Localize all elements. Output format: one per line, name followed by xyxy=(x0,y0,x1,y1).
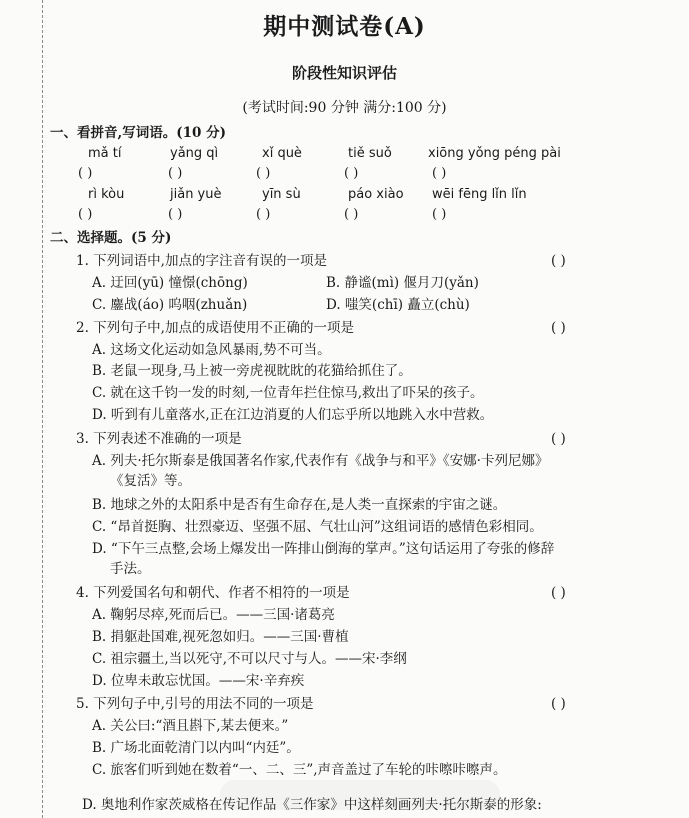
option-a: A. 迂回(yū) 憧憬(chōng) xyxy=(92,275,248,291)
answer-blank[interactable]: ( ) xyxy=(344,166,359,181)
answer-blank[interactable]: ( ) xyxy=(432,207,447,222)
pinyin-item: xiōng yǒng péng pài xyxy=(428,146,561,161)
option-c: C. 鏖战(áo) 呜咽(zhuǎn) xyxy=(92,297,248,313)
option-a: A. 列夫·托尔斯泰是俄国著名作家,代表作有《战争与和平》《安娜·卡列尼娜》 xyxy=(92,453,549,469)
answer-paren[interactable]: ( ) xyxy=(551,585,566,601)
answer-paren[interactable]: ( ) xyxy=(551,320,566,336)
pinyin-item: yīn sù xyxy=(262,187,301,202)
question-stem: 4. 下列爱国名句和朝代、作者不相符的一项是 xyxy=(76,585,350,601)
answer-paren[interactable]: ( ) xyxy=(551,696,566,712)
option-c: C. 就在这千钧一发的时刻,一位青年拦住惊马,救出了吓呆的孩子。 xyxy=(92,385,484,401)
answer-paren[interactable]: ( ) xyxy=(551,431,566,447)
option-b: B. 捐躯赴国难,视死忽如归。——三国·曹植 xyxy=(92,629,349,645)
option-d: D. 位卑未敢忘忧国。——宋·辛弃疾 xyxy=(92,673,305,689)
option-b: B. 静谧(mì) 偃月刀(yǎn) xyxy=(326,275,479,291)
answer-blank[interactable]: ( ) xyxy=(344,207,359,222)
option-a: A. 鞠躬尽瘁,死而后已。——三国·诸葛亮 xyxy=(92,607,335,623)
answer-blank[interactable]: ( ) xyxy=(432,166,447,181)
option-c: C. 旅客们听到她在数着“一、二、三”,声音盖过了车轮的咔嚓咔嚓声。 xyxy=(92,762,507,778)
page-title: 期中测试卷(A) xyxy=(263,13,426,40)
section1-heading: 一、看拼音,写词语。(10 分) xyxy=(50,125,226,141)
pinyin-item: yǎng qì xyxy=(170,146,219,161)
pinyin-item: rì kòu xyxy=(88,187,125,202)
option-a: A. 这场文化运动如急风暴雨,势不可当。 xyxy=(92,342,331,358)
pinyin-item: páo xiào xyxy=(348,187,404,202)
option-b: B. 老鼠一现身,马上被一旁虎视眈眈的花猫给抓住了。 xyxy=(92,363,412,379)
answer-blank[interactable]: ( ) xyxy=(78,166,93,181)
answer-blank[interactable]: ( ) xyxy=(256,207,271,222)
pinyin-item: wēi fēng lǐn lǐn xyxy=(432,187,527,202)
answer-blank[interactable]: ( ) xyxy=(256,166,271,181)
option-a: A. 关公曰:“酒且斟下,某去便来。” xyxy=(92,718,289,734)
page-subtitle: 阶段性知识评估 xyxy=(291,64,397,82)
question-stem: 5. 下列句子中,引号的用法不同的一项是 xyxy=(76,696,314,712)
answer-paren[interactable]: ( ) xyxy=(551,253,566,269)
question-stem: 1. 下列词语中,加点的字注音有误的一项是 xyxy=(76,253,327,269)
pinyin-item: xǐ què xyxy=(262,146,302,161)
option-d-continued: 手法。 xyxy=(110,561,151,577)
answer-blank[interactable]: ( ) xyxy=(78,207,93,222)
option-d: D. 听到有儿童落水,正在江边消夏的人们忘乎所以地跳入水中营救。 xyxy=(92,407,494,423)
option-d: D. 嗤笑(chī) 矗立(chù) xyxy=(326,297,470,313)
exam-info: (考试时间:90 分钟 满分:100 分) xyxy=(242,100,447,116)
pinyin-item: tiě suǒ xyxy=(348,146,392,161)
question-stem: 3. 下列表述不准确的一项是 xyxy=(76,431,242,447)
option-c: C. “昂首挺胸、壮烈豪迈、坚强不屈、气壮山河”这组词语的感情色彩相同。 xyxy=(92,519,543,535)
pinyin-item: mǎ tí xyxy=(88,146,122,161)
option-b: B. 广场北面乾清门以内叫“内廷”。 xyxy=(92,740,300,756)
answer-blank[interactable]: ( ) xyxy=(168,166,183,181)
binding-dashed-line xyxy=(42,0,43,818)
option-b: B. 地球之外的太阳系中是否有生命存在,是人类一直探索的宇宙之谜。 xyxy=(92,497,507,513)
option-a-continued: 《复活》等。 xyxy=(110,473,191,489)
section2-heading: 二、选择题。(5 分) xyxy=(50,230,172,246)
option-d: D. “下午三点整,会场上爆发出一阵排山倒海的掌声。”这句话运用了夸张的修辞 xyxy=(92,541,555,557)
pinyin-item: jiǎn yuè xyxy=(170,187,222,202)
option-c: C. 祖宗疆土,当以死守,不可以尺寸与人。——宋·李纲 xyxy=(92,651,407,667)
answer-blank[interactable]: ( ) xyxy=(168,207,183,222)
option-d: D. 奥地利作家茨威格在传记作品《三作家》中这样刻画列夫·托尔斯泰的形象: xyxy=(82,797,542,813)
question-stem: 2. 下列句子中,加点的成语使用不正确的一项是 xyxy=(76,320,354,336)
